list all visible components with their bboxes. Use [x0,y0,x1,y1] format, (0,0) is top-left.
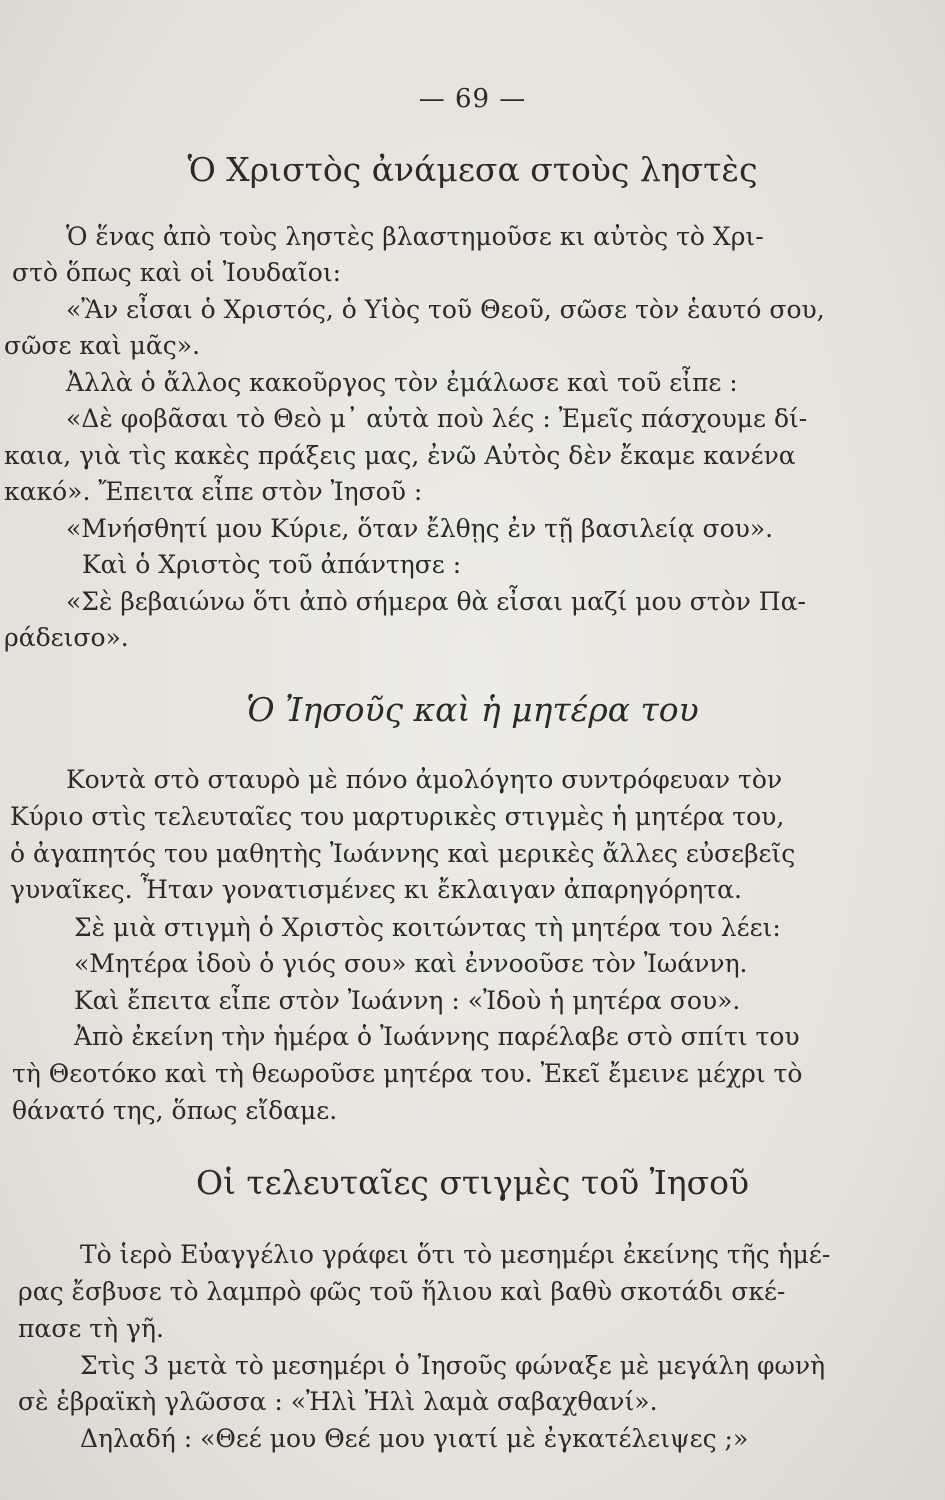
section-title-thieves: Ὁ Χριστὸς ἀνάμεσα στοὺς ληστὲς [187,150,758,189]
text-line: Δηλαδή : «Θεέ μου Θεέ μου γιατί μὲ ἐγκατέλειψες ;» [80,1424,749,1453]
text-line: Τὸ ἱερὸ Εὐαγγέλιο γράφει ὅτι τὸ μεσημέρι ἐκείνης τῆς ἡμέ- [80,1240,831,1269]
text-line: θάνατό της, ὅπως εἴδαμε. [12,1096,338,1125]
text-line: «Δὲ φοβᾶσαι τὸ Θεὸ μ᾿ αὐτὰ ποὺ λές : Ἐμεῖς πάσχουμε δί- [66,404,808,433]
text-line: «Μητέρα ἰδοὺ ὁ γιός σου» καὶ ἐννοοῦσε τὸν Ἰωάννη. [74,949,748,978]
text-line: Καὶ ὁ Χριστὸς τοῦ ἀπάντησε : [82,550,462,579]
text-line: «Ἂν εἶσαι ὁ Χριστός, ὁ Υἱὸς τοῦ Θεοῦ, σῶσε τὸν ἑαυτό σου, [66,295,825,324]
text-line: Στὶς 3 μετὰ τὸ μεσημέρι ὁ Ἰησοῦς φώναξε μὲ μεγάλη φωνὴ [80,1351,826,1380]
section-title-mother: Ὁ Ἰησοῦς καὶ ἡ μητέρα του [246,690,699,729]
text-line: Σὲ μιὰ στιγμὴ ὁ Χριστὸς κοιτώντας τὴ μητέρα του λέει: [74,913,781,942]
text-line: Ἀλλὰ ὁ ἄλλος κακοῦργος τὸν ἐμάλωσε καὶ τοῦ εἶπε : [66,368,738,397]
text-line: Ἀπὸ ἐκείνη τὴν ἡμέρα ὁ Ἰωάννης παρέλαβε στὸ σπίτι του [74,1022,800,1051]
text-line: πασε τὴ γῆ. [18,1314,164,1343]
text-line: σὲ ἑβραϊκὴ γλῶσσα : «Ἠλὶ Ἠλὶ λαμὰ σαβαχθανί». [18,1387,658,1416]
text-line: Ὁ ἕνας ἀπὸ τοὺς ληστὲς βλαστημοῦσε κι αὐτὸς τὸ Χρι- [66,222,764,251]
text-line: στὸ ὅπως καὶ οἱ Ἰουδαῖοι: [12,258,342,287]
text-line: ὁ ἀγαπητός του μαθητὴς Ἰωάννης καὶ μερικὲς ἄλλες εὐσεβεῖς [10,839,796,868]
text-line: κακό». Ἔπειτα εἶπε στὸν Ἰησοῦ : [4,477,423,506]
text-line: ράδεισο». [4,623,129,652]
text-line: ρας ἔσβυσε τὸ λαμπρὸ φῶς τοῦ ἥλιου καὶ βαθὺ σκοτάδι σκέ- [18,1277,786,1306]
section-title-last-moments: Οἱ τελευταῖες στιγμὲς τοῦ Ἰησοῦ [195,1163,750,1202]
text-line: γυναῖκες. Ἦταν γονατισμένες κι ἔκλαιγαν ἀπαρηγόρητα. [10,875,742,904]
text-line: Κύριο στὶς τελευταῖες του μαρτυρικὲς στιγμὲς ἡ μητέρα του, [10,802,785,831]
text-line: σῶσε καὶ μᾶς». [4,331,201,360]
text-line: «Σὲ βεβαιώνω ὅτι ἀπὸ σήμερα θὰ εἶσαι μαζί μου στὸν Πα- [66,587,806,616]
text-line: Καὶ ἔπειτα εἶπε στὸν Ἰωάννη : «Ἰδοὺ ἡ μητέρα σου». [74,986,741,1015]
page-number: — 69 — [418,84,527,114]
text-line: Κοντὰ στὸ σταυρὸ μὲ πόνο ἀμολόγητο συντρόφευαν τὸν [66,765,783,794]
text-line: «Μνήσθητί μου Κύριε, ὅταν ἔλθῃς ἐν τῇ βασιλείᾳ σου». [66,514,774,543]
text-line: καια, γιὰ τὶς κακὲς πράξεις μας, ἐνῶ Αὐτὸς δὲν ἔκαμε κανένα [4,441,796,470]
text-line: τὴ Θεοτόκο καὶ τὴ θεωροῦσε μητέρα του. Ἐκεῖ ἔμεινε μέχρι τὸ [12,1059,803,1088]
